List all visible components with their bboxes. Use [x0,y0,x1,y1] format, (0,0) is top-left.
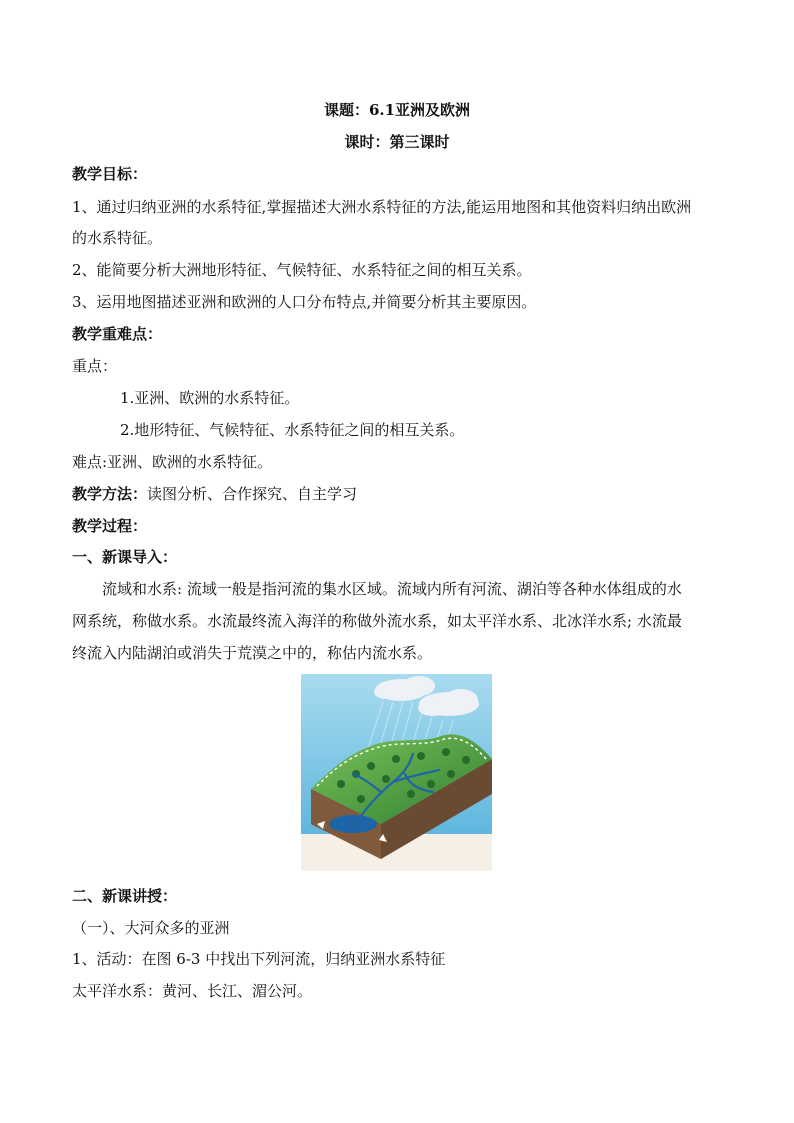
goal-3: 3、运用地图描述亚洲和欧洲的人口分布特点,并简要分析其主要原因。 [72,293,537,311]
key-point-1: 1.亚洲、欧洲的水系特征。 [120,389,300,407]
subsection-1-heading: （一）、大河众多的亚洲 [72,919,230,937]
section-2-heading: 二、新课讲授： [72,887,178,905]
goal-1-line-1: 1、通过归纳亚洲的水系特征,掌握描述大洲水系特征的方法,能运用地图和其他资料归纳出欧洲 [72,198,692,216]
goal-1-line-2: 的水系特征。 [72,229,163,247]
lesson-period: 课时：第三课时 [344,133,450,151]
lesson-title: 课题：6.1亚洲及欧洲 [323,101,471,119]
activity-1: 1、活动：在图 6-3 中找出下列河流，归纳亚洲水系特征 [72,950,446,968]
keypoints-heading: 教学重难点： [72,325,163,343]
teaching-method [72,483,357,505]
watershed-illustration [301,674,492,871]
method-text: 读图分析、合作探究、自主学习 [147,485,358,503]
key-label: 重点： [72,357,118,375]
intro-line-2: 网系统，称做水系。水流最终流入海洋的称做外流水系，如太平洋水系、北冰洋水系; 水流最 [72,612,682,630]
process-heading: 教学过程： [72,517,148,535]
difficulty: 难点:亚洲、欧洲的水系特征。 [72,453,273,471]
watershed-illustration-svg [301,674,492,871]
goals-heading: 教学目标： [72,165,148,183]
method-label: 教学方法： [72,485,148,503]
key-point-2: 2.地形特征、气候特征、水系特征之间的相互关系。 [120,421,465,439]
section-1-heading: 一、新课导入： [72,548,178,566]
pacific-system: 太平洋水系：黄河、长江、湄公河。 [72,982,313,1000]
goal-2: 2、能简要分析大洲地形特征、气候特征、水系特征之间的相互关系。 [72,261,532,279]
intro-line-3: 终流入内陆湖泊或消失于荒漠之中的，称估内流水系。 [72,644,433,662]
intro-line-1: 流域和水系: 流域一般是指河流的集水区域。流域内所有河流、湖泊等各种水体组成的水 [102,580,682,598]
